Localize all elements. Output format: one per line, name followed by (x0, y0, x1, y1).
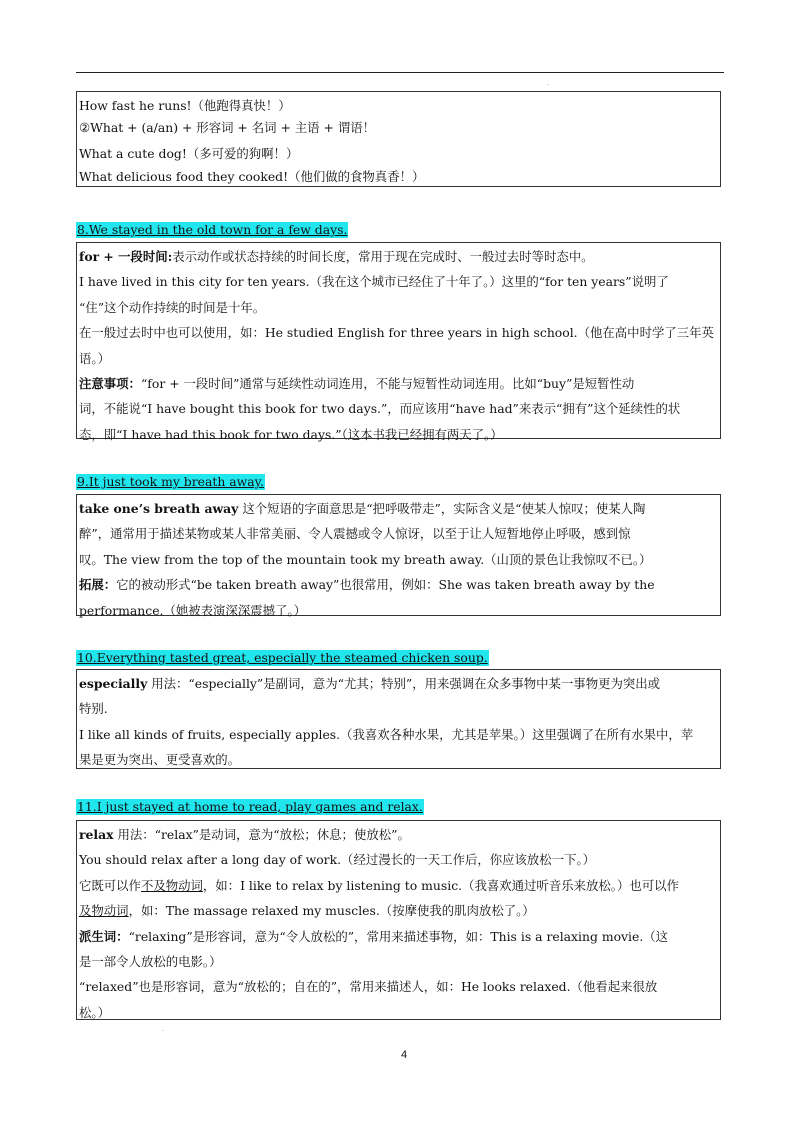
text-line: 在一般过去时中也可以使用，如：He studied English for three years in high school.（他在高中时学了三年英 (79, 325, 714, 341)
text-line: 叹。The view from the top of the mountain took my breath away.（山顶的景色让我惊叹不已。） (79, 551, 652, 567)
text-line: What delicious food they cooked!（他们做的食物真香！） (79, 169, 425, 185)
text-line: 它既可以作不及物动词，如：I like to relax by listening to music.（我喜欢通过听音乐来放松。）也可以作 (79, 877, 679, 893)
text-line: “住”这个动作持续的时间是十年。 (79, 299, 266, 315)
text-line: for + 一段时间:表示动作或状态持续的时间长度，常用于现在完成时、一般过去时等时态中。 (79, 249, 594, 264)
section-9-heading: 9.It just took my breath away. (77, 474, 264, 489)
text-line: 语。） (79, 350, 110, 366)
text-line: How fast he runs!（他跑得真快！） (79, 98, 291, 113)
underlined-term: 不及物动词 (140, 877, 203, 893)
section-10-heading: 10.Everything tasted great, especially the steamed chicken soup. (77, 650, 488, 665)
text-line: performance.（她被表演深深震撼了。） (79, 602, 306, 618)
section-11-box (76, 820, 721, 1020)
text-line: 果是更为突出、更受喜欢的。 (79, 752, 241, 768)
text-line: ②What + (a/an) + 形容词 + 名词 + 主语 + 谓语！ (79, 120, 375, 136)
decorative-dot: · (162, 1028, 164, 1035)
text-line: What a cute dog!（多可爱的狗啊！） (79, 145, 299, 161)
text-line: “relaxed”也是形容词，意为“放松的；自在的”，常用来描述人，如：He looks relaxed.（他看起来很放 (79, 979, 658, 995)
text-line: 及物动词，如：The massage relaxed my muscles.（按摩使我的肌肉放松了。） (79, 903, 535, 919)
term-label: especially (79, 676, 148, 691)
text-line: 派生词：“relaxing”是形容词，意为“令人放松的”，常用来描述事物，如：This is a relaxing movie.（这 (79, 928, 669, 944)
text-line: especially 用法：“especially”是副词，意为“尤其；特别”，用来强调在众多事物中某一事物更为突出或 (79, 676, 661, 691)
note-label: 注意事项： (79, 376, 141, 392)
section-9-box (76, 494, 721, 616)
text-line: relax 用法：“relax”是动词，意为“放松；休息；使放松”。 (79, 827, 410, 842)
header-rule (76, 72, 724, 73)
text-line: 特别. (79, 701, 108, 717)
text-line: I like all kinds of fruits, especially apples.（我喜欢各种水果，尤其是苹果。）这里强调了在所有水果中，苹 (79, 726, 694, 742)
text-line: 是一部令人放松的电影。） (79, 954, 222, 970)
term-label: take one’s breath away (79, 501, 239, 516)
section-8-box (76, 242, 721, 442)
text-line: take one’s breath away 这个短语的字面意思是“把呼吸带走”，实际含义是“使某人惊叹；使某人陶 (79, 501, 646, 516)
text-line: 松。） (79, 1004, 110, 1020)
extension-label: 拓展： (79, 577, 117, 593)
derivative-label: 派生词： (79, 928, 129, 944)
underlined-term: 及物动词 (79, 903, 129, 919)
term-label: for + 一段时间: (79, 249, 173, 264)
text-line: 词，不能说“I have bought this book for two days.”，而应该用“have had”来表示“拥有”这个延续性的状 (79, 401, 681, 417)
exclamation-examples-box (76, 91, 721, 187)
text-line: 态，即“I have had this book for two days.”（这本书我已经拥有两天了。） (79, 426, 503, 442)
page-number: 4 (400, 1049, 408, 1061)
text-line: 拓展：它的被动形式“be taken breath away”也很常用，例如：She was taken breath away by the (79, 577, 655, 593)
section-11-heading: 11.I just stayed at home to read, play games and relax. (77, 799, 423, 814)
text-line: You should relax after a long day of work.（经过漫长的一天工作后，你应该放松一下。） (79, 852, 596, 868)
section-10-box (76, 669, 721, 769)
text-line: I have lived in this city for ten years.（我在这个城市已经住了十年了。）这里的“for ten years”说明了 (79, 274, 669, 290)
section-8-heading: 8.We stayed in the old town for a few days. (77, 222, 348, 237)
term-label: relax (79, 827, 114, 842)
decorative-dot: · (547, 82, 549, 89)
text-line: 注意事项：“for + 一段时间”通常与延续性动词连用，不能与短暂性动词连用。比如“buy”是短暂性动 (79, 376, 635, 392)
text-line: 醉”，通常用于描述某物或某人非常美丽、令人震撼或令人惊讶，以至于让人短暂地停止呼吸，感到惊 (79, 526, 631, 542)
